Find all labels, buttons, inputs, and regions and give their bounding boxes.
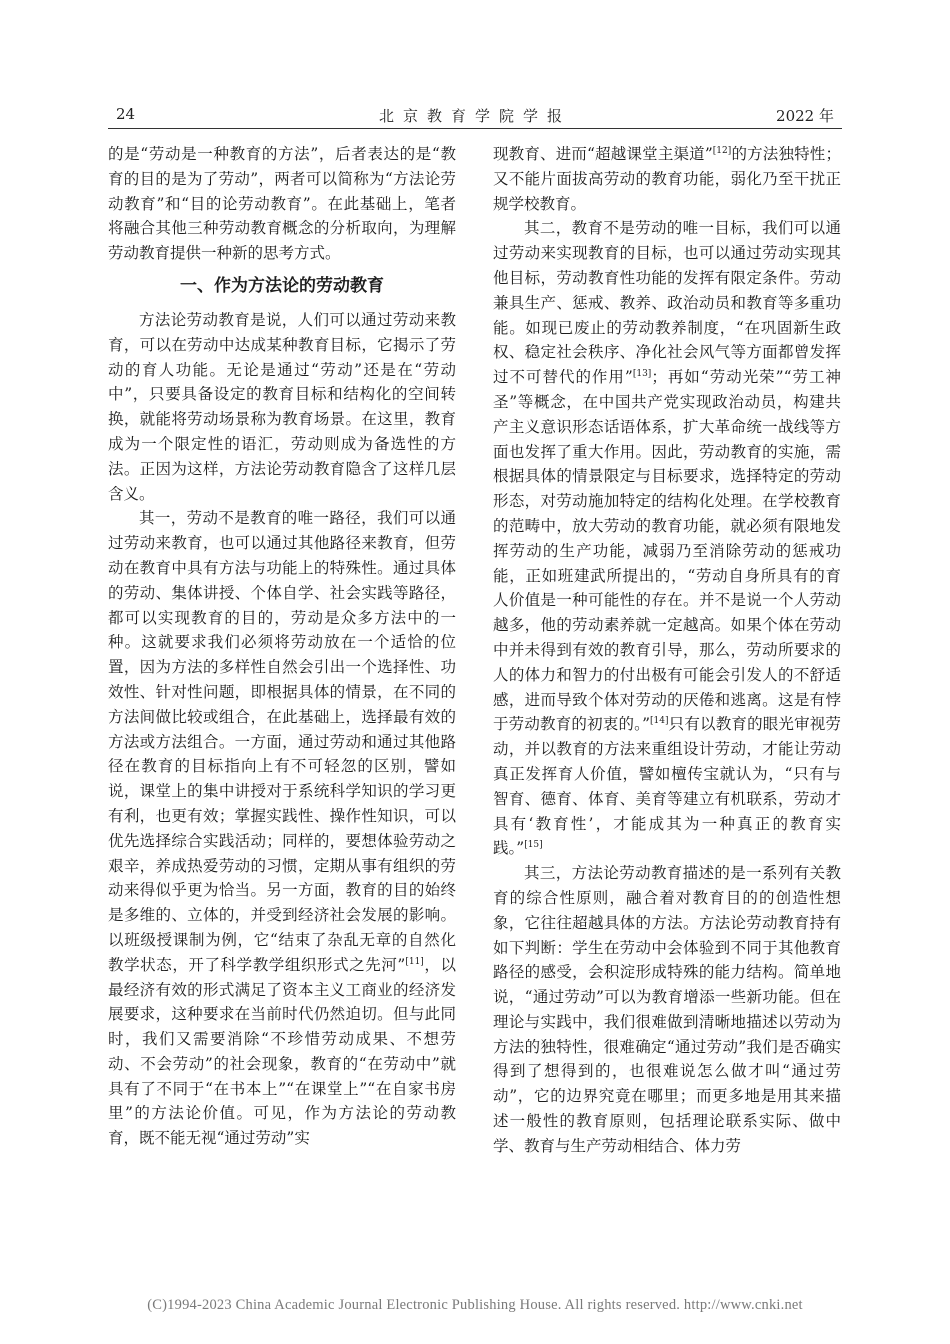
page-number: 24: [116, 105, 136, 123]
citation-ref: [12]: [712, 145, 732, 156]
text-run: 现教育、进而“超越课堂主渠道”: [493, 145, 713, 163]
text-run: 只有以教育的眼光审视劳动，并以教育的方法来重组设计劳动，才能让劳动真正发挥育人价值，譬如檀传宝就认为，“只有与智育、德育、体育、美育等建立有机联系，劳动才具有‘教育性’，才能成其为一种真正的教育实践。”: [493, 715, 841, 858]
paragraph-point-one: [108, 506, 456, 1151]
publication-year: 2022 年: [776, 107, 834, 125]
citation-ref: [15]: [524, 840, 543, 851]
paragraph-continued: 的是“劳动是一种教育的方法”，后者表达的是“教育的目的是为了劳动”，两者可以简称为“方法论劳动教育”和“目的论劳动教育”。在此基础上，笔者将融合其他三种劳动教育概念的分析取向，为理解劳动教育提供一种新的思考方式。: [108, 145, 456, 263]
running-header: [108, 102, 842, 129]
copyright-footer: (C)1994-2023 China Academic Journal Electronic Publishing House. All rights reserved. http://www.cnki.net: [147, 1297, 803, 1313]
paragraph: 方法论劳动教育是说，人们可以通过劳动来教育，可以在劳动中达成某种教育目标，它揭示了劳动的育人功能。无论是通过“劳动”还是在“劳动中”，只要具备设定的教育目标和结构化的空间转换，就能将劳动场景称为教育场景。在这里，教育成为一个限定性的语汇，劳动则成为备选性的方法。正因为这样，方法论劳动教育隐含了这样几层含义。: [108, 310, 456, 503]
section-heading: 一、作为方法论的劳动教育: [180, 275, 384, 296]
citation-ref: [11]: [405, 956, 424, 967]
journal-title: 北京教育学院学报: [378, 107, 571, 125]
text-run: 的方法独特性；又不能片面拔高劳动的教育功能，弱化乃至干扰正规学校教育。: [493, 145, 841, 213]
left-column: [108, 142, 456, 1151]
text-run: 其一，劳动不是教育的唯一路径，我们可以通过劳动来教育，也可以通过其他路径来教育，但劳动在教育中具有方法与功能上的特殊性。通过具体的劳动、集体讲授、个体自学、社会实践等路径，都可以实现教育的目的，劳动是众多方法中的一种。这就要求我们必须将劳动放在一个适恰的位置，因为方法的多样性自然会引出一个选择性、功效性、针对性问题，即根据具体的情景，在不同的方法间做比较或组合，在此基础上，选择最有效的方法或方法组合。一方面，通过劳动和通过其他路径在教育的目标指向上有不可轻忽的区别，譬如说，课堂上的集中讲授对于系统科学知识的学习更有利，也更有效；掌握实践性、操作性知识，可以优先选择综合实践活动；同样的，要想体验劳动之艰辛，养成热爱劳动的习惯，定期从事有组织的劳动来得似乎更为恰当。另一方面，教育的目的始终是多维的、立体的，并受到经济社会发展的影响。以班级授课制为例，它“结束了杂乱无章的自然化教学状态，开了科学教学组织形式之先河”: [108, 509, 456, 974]
citation-ref: [14]: [650, 716, 669, 727]
citation-ref: [13]: [632, 369, 652, 380]
text-run: ，以最经济有效的形式满足了资本主义工商业的经济发展要求，这种要求在当前时代仍然迫切。但与此同时，我们又需要消除“不珍惜劳动成果、不想劳动、不会劳动”的社会现象，教育的“在劳动中”就具有了不同于“在书本上”“在课堂上”“在自家书房里”的方法论价值。可见，作为方法论的劳动教育，既不能无视“通过劳动”实: [108, 955, 456, 1148]
paragraph-continued: [493, 142, 841, 216]
right-column: [493, 142, 841, 1159]
text-run: ；再如“劳动光荣”“劳工神圣”等概念，在中国共产党实现政治动员，构建共产主义意识形态话语体系，扩大革命统一战线等方面也发挥了重大作用。因此，劳动教育的实施，需根据具体的情景限定与目标要求，选择特定的劳动形态，对劳动施加特定的结构化处理。在学校教育的范畴中，放大劳动的教育功能，就必须有限地发挥劳动的生产功能，减弱乃至消除劳动的惩戒功能，正如班建武所提出的，“劳动自身所具有的育人价值是一种可能性的存在。并不是说一个人劳动越多，他的劳动素养就一定越高。如果个体在劳动中并未得到有效的教育引导，那么，劳动所要求的人的体力和智力的付出极有可能会引发人的不舒适感，进而导致个体对劳动的厌倦和逃离。这是有悖于劳动教育的初衷的。”: [493, 368, 841, 734]
paragraph-point-two: [493, 216, 841, 861]
paragraph-point-three: 其三，方法论劳动教育描述的是一系列有关教育的综合性原则，融合着对教育目的的创造性想象，它往往超越具体的方法。方法论劳动教育持有如下判断：学生在劳动中会体验到不同于其他教育路径的感受，会积淀形成特殊的能力结构。简单地说，“通过劳动”可以为教育增添一些新功能。但在理论与实践中，我们很难做到清晰地描述以劳动为方法的独特性，很难确定“通过劳动”我们是否确实得到了想得到的，也很难说怎么做才叫“通过劳动”，它的边界究竟在哪里；而更多地是用其来描述一般性的教育原则，包括理论联系实际、做中学、教育与生产劳动相结合、体力劳: [493, 864, 841, 1155]
text-run: 其二，教育不是劳动的唯一目标，我们可以通过劳动来实现教育的目标，也可以通过劳动实现其他目标，劳动教育性功能的发挥有限定条件。劳动兼具生产、惩戒、教养、政治动员和教育等多重功能。如现已废止的劳动教养制度，“在巩固新生政权、稳定社会秩序、净化社会风气等方面都曾发挥过不可替代的作用”: [493, 219, 841, 387]
